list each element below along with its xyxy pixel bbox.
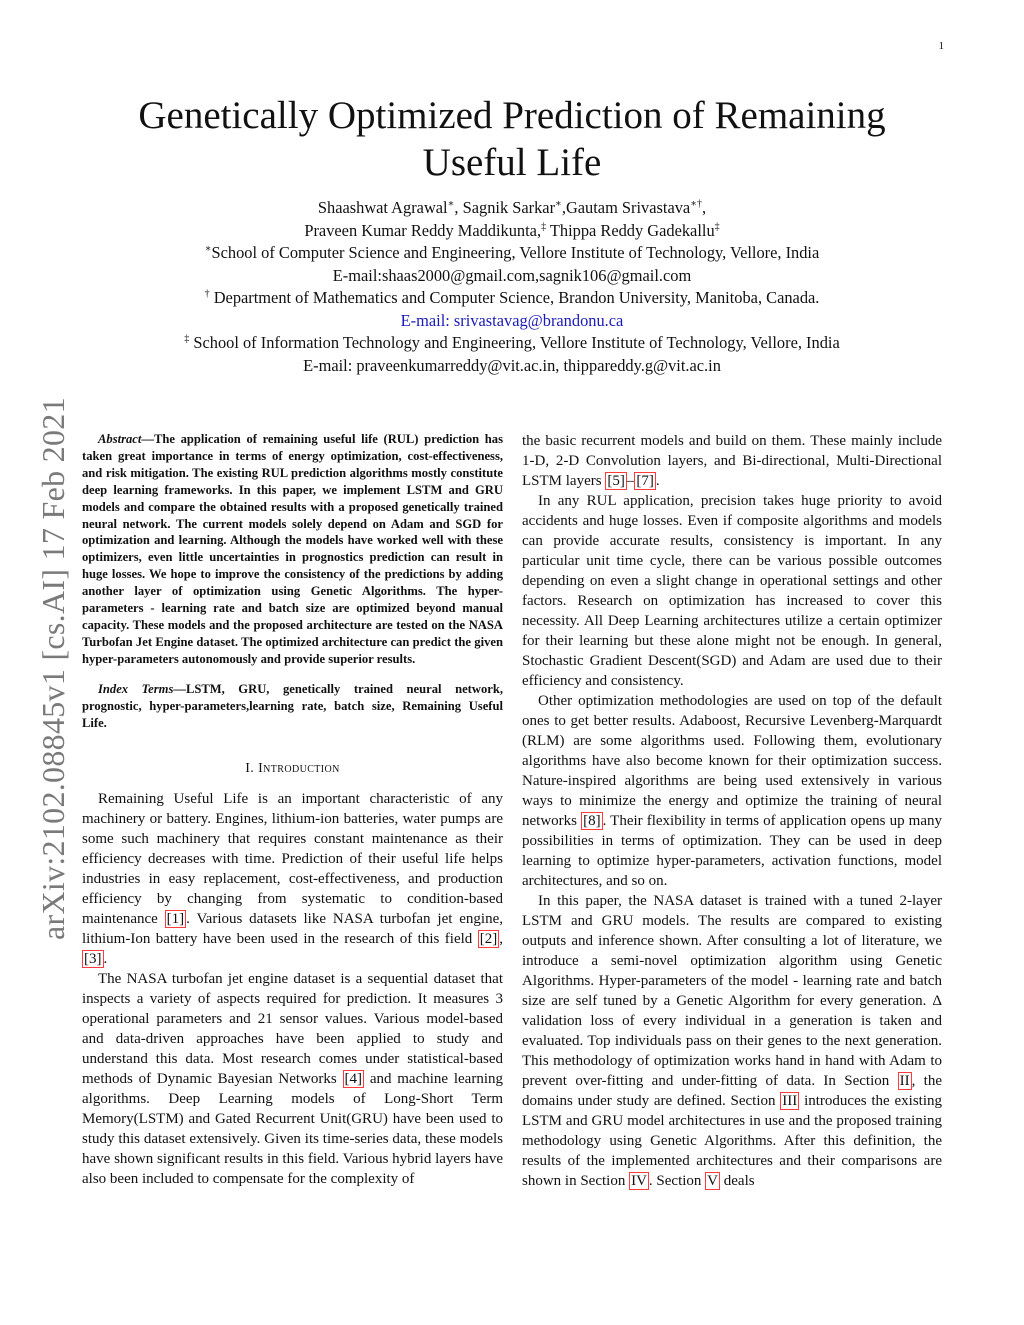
- affiliation-2: [70, 287, 954, 310]
- right-column: [522, 431, 942, 1191]
- text-run: deals: [720, 1173, 755, 1189]
- paper-title: Genetically Optimized Prediction of Remaining Useful Life: [138, 94, 886, 184]
- page-number: 1: [938, 40, 944, 52]
- section-link[interactable]: V: [707, 1173, 719, 1189]
- section-link[interactable]: III: [782, 1093, 798, 1109]
- affiliation-text: Department of Mathematics and Computer Science, Brandon University, Manitoba, Canada.: [209, 288, 820, 307]
- citation-link[interactable]: [3]: [84, 951, 102, 968]
- affiliation-marker: ‡: [184, 333, 190, 345]
- abstract-dash: —: [141, 432, 154, 446]
- intro-paragraph-5: [522, 891, 942, 1191]
- section-heading-introduction: [82, 759, 503, 779]
- citation-link[interactable]: [1]: [166, 911, 185, 928]
- arxiv-identifier-stamp: arXiv:2102.08845v1 [cs.AI] 17 Feb 2021: [35, 397, 71, 940]
- text-run: . Section: [648, 1173, 706, 1189]
- intro-paragraph-continued: [522, 431, 942, 491]
- affiliation-text: School of Information Technology and Engineering, Vellore Institute of Technology, Vellore, India: [189, 333, 840, 352]
- separator: ,: [561, 198, 566, 217]
- text-run: the basic recurrent models and build on them. These mainly include 1-D, 2-D Convolution layers, and Bi-directional, Multi-Directional LSTM layers: [522, 433, 942, 489]
- text-run: . Various datasets like NASA turbofan jet engine, lithium-Ion battery have been used in the research of this field: [82, 911, 503, 948]
- index-terms-dash: —: [173, 681, 186, 696]
- separator: ,: [454, 198, 463, 217]
- affiliation-1: [70, 242, 954, 265]
- abstract-label: Abstract: [98, 432, 142, 446]
- separator: ,: [702, 198, 707, 217]
- text-run: The NASA turbofan jet engine dataset is a sequential dataset that inspects a variety of aspects required for prediction. It measures 3 operational parameters and 21 sensor values. Various model-based and data-driven approaches have been applied to study and understand this data. Most research comes under statistical-based methods of Dynamic Bayesian Networks: [82, 971, 503, 1088]
- text-run: ,: [499, 931, 503, 948]
- section-link[interactable]: IV: [631, 1173, 647, 1189]
- citation-link[interactable]: [2]: [479, 931, 498, 948]
- text-run: .: [655, 473, 660, 489]
- affiliation-marker: ∗: [555, 198, 562, 210]
- citation-link[interactable]: [4]: [344, 1071, 363, 1088]
- section-name: Introduction: [258, 761, 340, 777]
- text-run: Remaining Useful Life is an important characteristic of any machinery or battery. Engines, lithium-ion batteries, water pumps are some such machinery that requires constant maintenance as their efficiency decreases with time. Prediction of their useful life helps industries in easy replacement, cost-effectiveness, and production efficiency by changing from systematic to condition-based maintenance: [82, 791, 503, 928]
- text-run: , the domains under study are defined. Section: [522, 1073, 942, 1109]
- text-run: . Their flexibility in terms of application opens up many possibilities in terms of optimization. They can be used in deep learning to optimize hyper-parameters, activation functions, model architectures, and so on.: [522, 813, 942, 889]
- intro-paragraph-4: [522, 691, 942, 891]
- text-run: .: [103, 951, 108, 968]
- left-column: [82, 431, 503, 1189]
- affiliation-marker: ∗†: [690, 198, 702, 210]
- author-block: [70, 197, 954, 377]
- email-link-2[interactable]: E-mail: srivastavag@brandonu.ca: [400, 310, 624, 330]
- affiliation-marker: ∗: [447, 198, 455, 210]
- citation-link[interactable]: [8]: [583, 813, 601, 829]
- author-name: Praveen Kumar Reddy Maddikunta,: [304, 220, 542, 240]
- text-run: and machine learning algorithms. Deep Learning models of Long-Short Term Memory(LSTM) and Gated Recurrent Unit(GRU) have been used to study this dataset extensively. Given its time-series data, these models have shown significant results in this field. Various hybrid layers have also been included to compensate for the complexity of: [82, 1071, 503, 1188]
- abstract: [82, 431, 503, 668]
- abstract-text: The application of remaining useful life (RUL) prediction has taken great importance in terms of energy optimization, cost-effectiveness, and risk mitigation. The existing RUL prediction algorithms mostly constitute deep learning frameworks. In this paper, we implement LSTM and GRU models and compare the obtained results with a proposed genetically trained neural network. The current models solely depend on Adam and SGD for optimization and learning. Although the models have worked well with these optimizers, even little uncertainties in prognostics prediction can result in huge losses. We hope to improve the consistency of the predictions by adding another layer of optimization using Genetic Algorithms. The hyper-parameters - learning rate and batch size are optimized beyond manual capacity. These models and the proposed architecture are tested on the NASA Turbofan Jet Engine dataset. The optimized architecture can predict the given hyper-parameters autonomously and provide superior results.: [82, 432, 503, 666]
- affiliation-marker: ∗: [204, 243, 212, 255]
- affiliation-3: [70, 332, 954, 355]
- text-run: –: [626, 473, 635, 489]
- affiliation-marker: ‡: [714, 221, 720, 233]
- intro-paragraph-2: [82, 969, 503, 1189]
- author-name: Gautam Srivastava: [565, 198, 691, 217]
- text-run: introduces the existing LSTM and GRU model architectures in use and the proposed training methodology using Genetic Algorithms. After this definition, the results of the implemented architectures and their comparisons are shown in Section: [522, 1093, 942, 1189]
- citation-link[interactable]: [5]: [607, 473, 625, 489]
- author-name: Sagnik Sarkar: [462, 198, 556, 217]
- citation-link[interactable]: [7]: [636, 473, 654, 489]
- intro-paragraph-1: [82, 789, 503, 969]
- author-name: Shaashwat Agrawal: [317, 198, 448, 217]
- text-run: Other optimization methodologies are used on top of the default ones to get better results. Adaboost, Recursive Levenberg-Marquardt (RLM) are some algorithms used. Following them, evolutionary algorithms have also become known for their optimization success. Nature-inspired algorithms are being used extensively in various ways to minimize the energy and optimize the training of neural networks: [522, 693, 942, 829]
- index-terms-text: LSTM, GRU, genetically trained neural network, prognostic, hyper-parameters,learning rate, batch size, Remaining Useful Life.: [82, 681, 503, 730]
- text-run: In this paper, the NASA dataset is trained with a tuned 2-layer LSTM and GRU models. The results are compared to existing outputs and inference shown. After consulting a lot of literature, we introduce a semi-novel optimization algorithm using Genetic Algorithms. Hyper-parameters of the model - learning rate and batch size are self tuned by a Genetic Algorithm for every generation. Δ validation loss of every individual in a generation is taken and evaluated. Top individuals pass on their genes to the next generation. This methodology of optimization works hand in hand with Adam to prevent over-fitting and under-fitting of data. In Section: [522, 893, 942, 1089]
- author-name: Thippa Reddy Gadekallu: [546, 220, 715, 240]
- author-line-1: [70, 197, 954, 220]
- affiliation-marker: ‡: [541, 221, 547, 233]
- author-line-2: [70, 220, 954, 243]
- intro-paragraph-3: In any RUL application, precision takes huge priority to avoid accidents and huge losses. Even if composite algorithms and models can provide accurate results, consistency is important. In any particular unit time cycle, there can be various possible outcomes depending on even a slight change in operational settings and other factors. Research on optimization has increased to cover this necessity. All Deep Learning architectures utilize a certain optimizer for their learning but these alone might not be enough. In general, Stochastic Gradient Descent(SGD) and Adam are used due to their efficiency and consistency.: [522, 493, 942, 689]
- affiliation-text: School of Computer Science and Engineering, Vellore Institute of Technology, Vellore, India: [211, 243, 820, 262]
- index-terms-label: Index Terms: [98, 681, 174, 696]
- index-terms: [82, 681, 503, 732]
- section-link[interactable]: II: [899, 1073, 910, 1089]
- email-line-3: E-mail: praveenkumarreddy@vit.ac.in, thippareddy.g@vit.ac.in: [303, 355, 721, 375]
- email-line-1: E-mail:shaas2000@gmail.com,sagnik106@gmail.com: [332, 265, 692, 285]
- affiliation-marker: †: [204, 288, 210, 300]
- section-numeral: I.: [245, 761, 259, 777]
